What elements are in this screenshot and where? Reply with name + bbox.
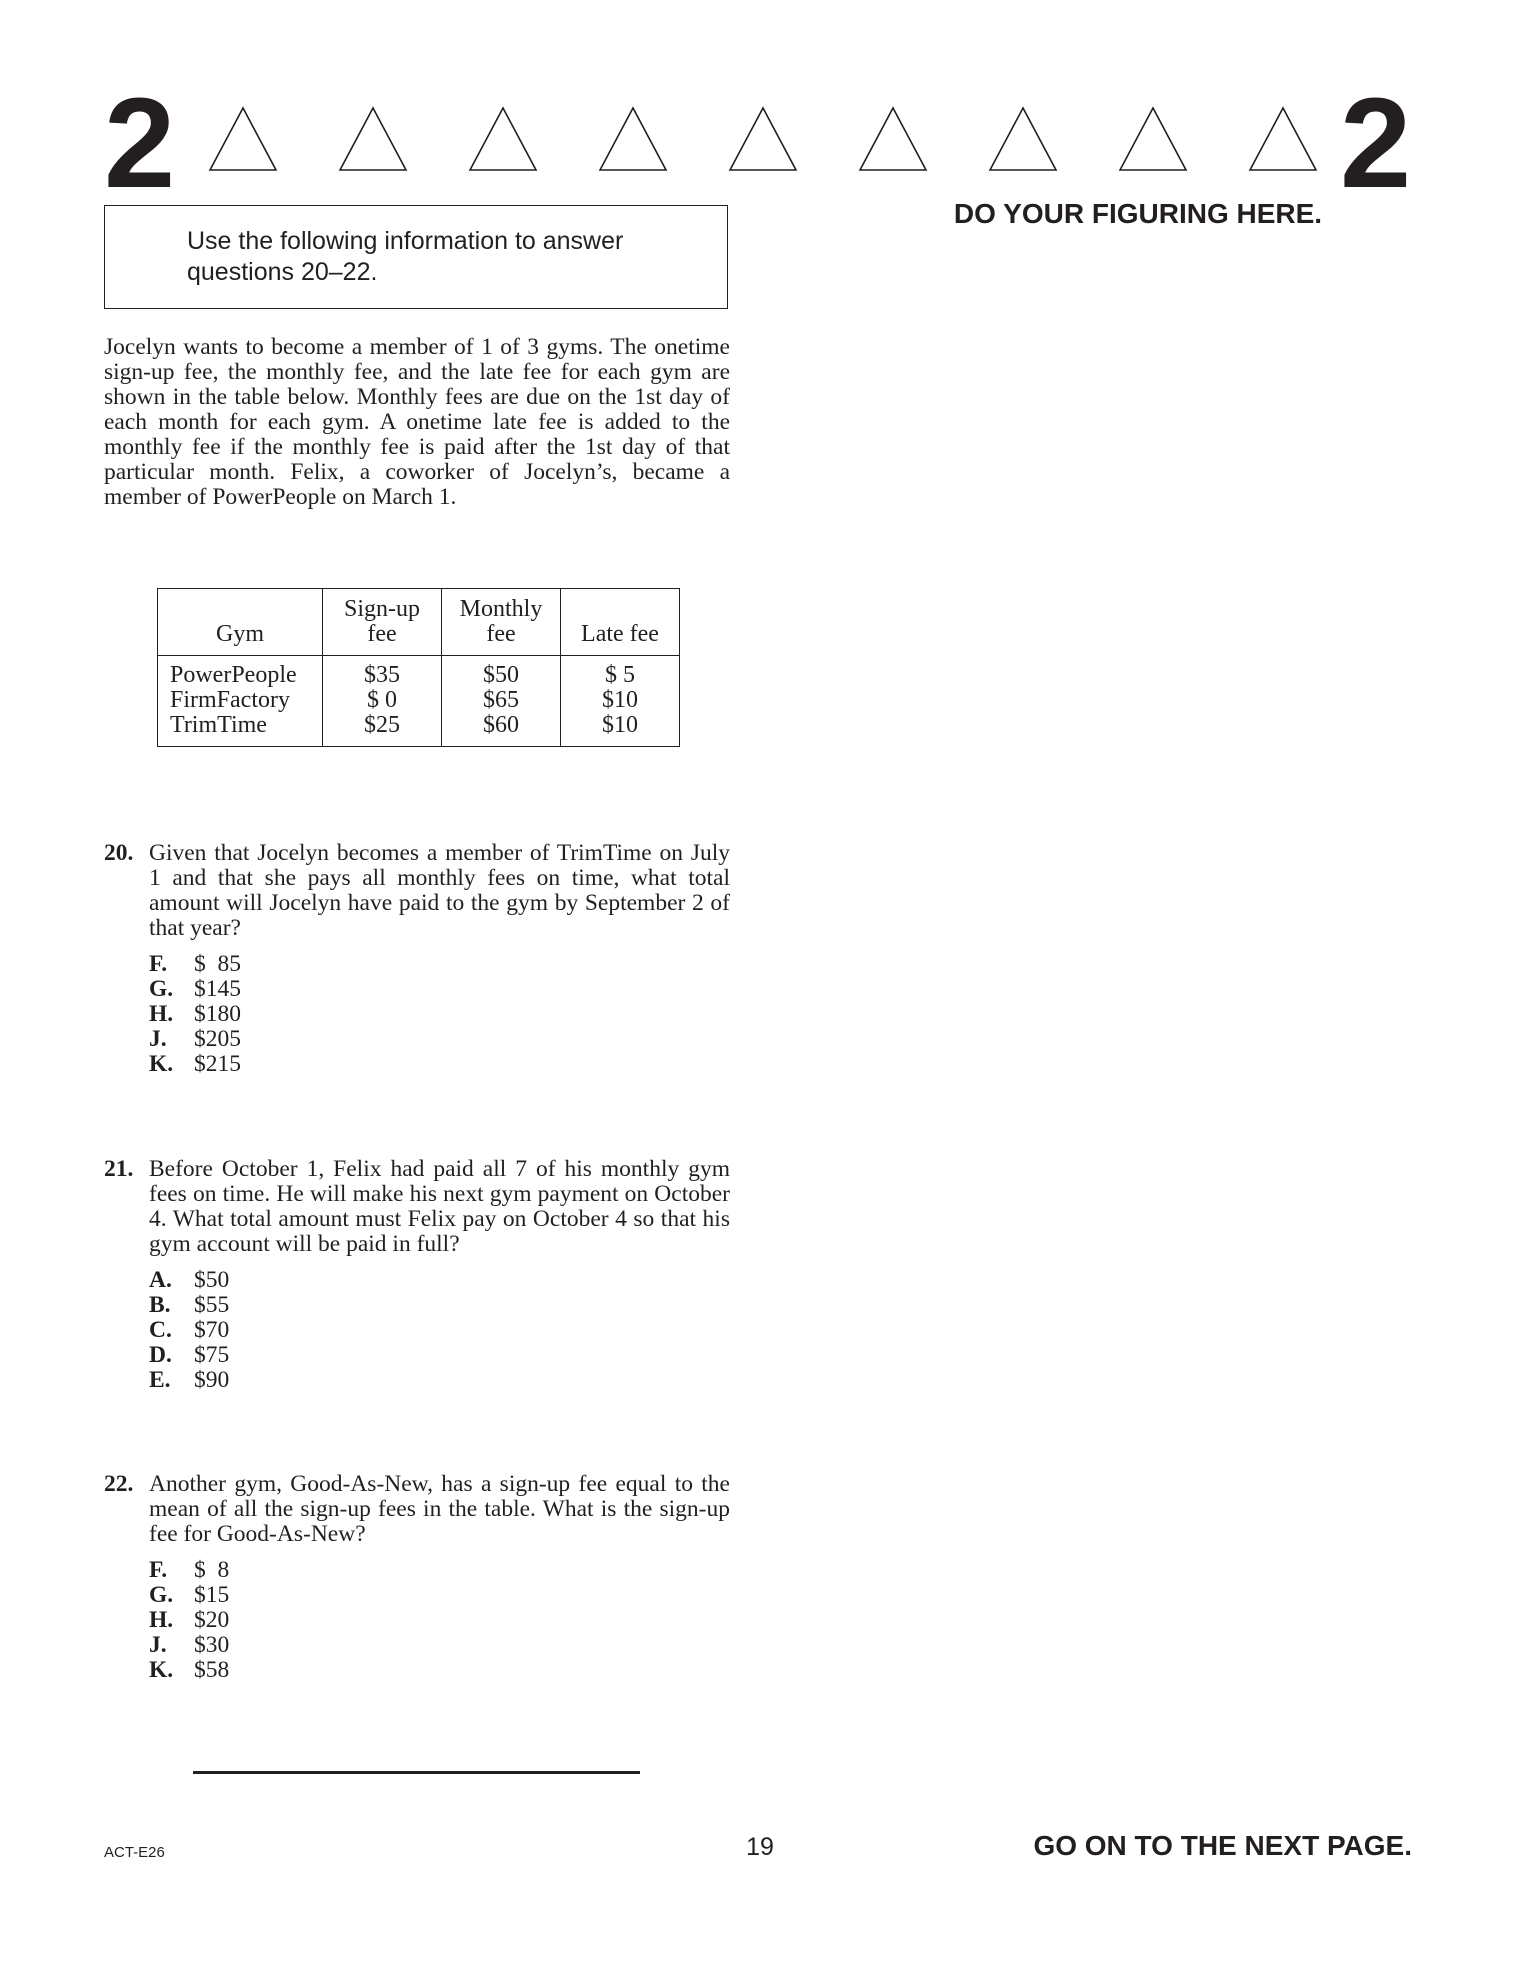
option-value: $58: [194, 1657, 230, 1683]
question-stem: Given that Jocelyn becomes a member of TrimTime on July 1 and that she pays all monthly fees on time, what total amount will Jocelyn have paid to the gym by September 2 of that year?: [149, 840, 730, 941]
gym-fee-table: [157, 588, 680, 747]
triangle-icon: [730, 108, 796, 170]
monthly-fee: $60: [483, 712, 519, 738]
answer-option[interactable]: [149, 1027, 730, 1052]
question-number: 21.: [104, 1156, 134, 1182]
form-code: ACT-E26: [104, 1844, 165, 1861]
answer-option[interactable]: [149, 1608, 730, 1633]
question-20: [104, 841, 730, 1077]
triangle-divider-row: [196, 104, 1336, 176]
monthly-fee: $50: [483, 662, 519, 688]
option-letter: K.: [149, 1051, 174, 1077]
answer-option[interactable]: [149, 1002, 730, 1027]
option-letter: C.: [149, 1317, 172, 1343]
option-value: $30: [194, 1632, 230, 1658]
answer-option[interactable]: [149, 1633, 730, 1658]
option-letter: J.: [149, 1632, 167, 1658]
monthly-fee: $65: [483, 687, 519, 713]
answer-option[interactable]: [149, 952, 730, 977]
triangle-icon: [1120, 108, 1186, 170]
option-letter: H.: [149, 1607, 174, 1633]
signup-fee: $ 0: [367, 687, 397, 713]
info-box-text: Use the following information to answer questions 20–22.: [187, 227, 624, 286]
option-value: $75: [194, 1342, 230, 1368]
option-letter: G.: [149, 1582, 174, 1608]
option-letter: E.: [149, 1367, 171, 1393]
option-value: $205: [194, 1026, 241, 1052]
signup-fee-column: [323, 656, 442, 747]
signup-fee: $35: [364, 662, 400, 688]
option-value: $ 85: [194, 951, 241, 977]
answer-option[interactable]: [149, 1558, 730, 1583]
answer-options: [149, 1558, 730, 1683]
option-value: $50: [194, 1267, 230, 1293]
question-number: 20.: [104, 840, 134, 866]
section-number-right: 2: [1340, 72, 1412, 215]
option-letter: F.: [149, 1557, 168, 1583]
option-value: $180: [194, 1001, 241, 1027]
option-value: $90: [194, 1367, 230, 1393]
gym-name: FirmFactory: [170, 687, 290, 713]
question-number: 22.: [104, 1471, 134, 1497]
section-number-left: 2: [104, 72, 176, 215]
option-letter: H.: [149, 1001, 174, 1027]
gym-name: PowerPeople: [170, 662, 297, 688]
question-22: [104, 1472, 730, 1683]
table-body-row: [158, 656, 680, 747]
option-letter: K.: [149, 1657, 174, 1683]
header-monthly-fee: Monthly fee: [442, 589, 561, 656]
passage-text: Jocelyn wants to become a member of 1 of 3 gyms. The onetime sign-up fee, the monthly fee, and the late fee for each gym are shown in the table below. Monthly fees are due on the 1st day of each month for each gym. A onetime late fee is added to the monthly fee if the monthly fee is paid after the 1st day of that particular month. Felix, a coworker of Jocelyn’s, became a member of PowerPeople on March 1.: [104, 334, 730, 510]
triangle-icon: [860, 108, 926, 170]
info-box: [104, 205, 728, 309]
signup-fee: $25: [364, 712, 400, 738]
option-letter: A.: [149, 1267, 172, 1293]
option-letter: G.: [149, 976, 174, 1002]
triangle-icon: [340, 108, 406, 170]
header-gym: Gym: [158, 589, 323, 656]
option-letter: B.: [149, 1292, 171, 1318]
question-21: [104, 1157, 730, 1393]
late-fee: $10: [602, 687, 638, 713]
gym-name-column: [158, 656, 323, 747]
late-fee: $ 5: [605, 662, 635, 688]
option-value: $145: [194, 976, 241, 1002]
question-stem: Another gym, Good-As-New, has a sign-up fee equal to the mean of all the sign-up fees in the table. What is the sign-up fee for Good-As-New?: [149, 1471, 730, 1547]
triangle-icon: [1250, 108, 1316, 170]
end-of-questions-rule: [193, 1771, 640, 1774]
option-letter: D.: [149, 1342, 172, 1368]
answer-option[interactable]: [149, 1268, 730, 1293]
monthly-fee-column: [442, 656, 561, 747]
gym-name: TrimTime: [170, 712, 267, 738]
triangle-icon: [470, 108, 536, 170]
answer-options: [149, 1268, 730, 1393]
option-value: $70: [194, 1317, 230, 1343]
option-letter: F.: [149, 951, 168, 977]
triangle-icon: [600, 108, 666, 170]
question-stem: Before October 1, Felix had paid all 7 of his monthly gym fees on time. He will make his next gym payment on October 4. What total amount must Felix pay on October 4 so that his gym account will be paid in full?: [149, 1156, 730, 1257]
answer-option[interactable]: [149, 1343, 730, 1368]
table-header-row: [158, 589, 680, 656]
option-value: $ 8: [194, 1557, 230, 1583]
late-fee-column: [561, 656, 680, 747]
answer-option[interactable]: [149, 1583, 730, 1608]
option-value: $20: [194, 1607, 230, 1633]
answer-option[interactable]: [149, 1293, 730, 1318]
option-value: $215: [194, 1051, 241, 1077]
header-signup-fee: Sign-up fee: [323, 589, 442, 656]
answer-option[interactable]: [149, 1658, 730, 1683]
answer-option[interactable]: [149, 1318, 730, 1343]
page-number: 19: [746, 1833, 774, 1861]
answer-option[interactable]: [149, 977, 730, 1002]
option-value: $55: [194, 1292, 230, 1318]
answer-option[interactable]: [149, 1368, 730, 1393]
option-letter: J.: [149, 1026, 167, 1052]
triangle-icon: [210, 108, 276, 170]
go-on-next-page-label: GO ON TO THE NEXT PAGE.: [1033, 1830, 1412, 1861]
triangle-icon: [990, 108, 1056, 170]
figuring-label: DO YOUR FIGURING HERE.: [953, 198, 1323, 229]
answer-option[interactable]: [149, 1052, 730, 1077]
option-value: $15: [194, 1582, 230, 1608]
answer-options: [149, 952, 730, 1077]
header-late-fee: Late fee: [561, 589, 680, 656]
late-fee: $10: [602, 712, 638, 738]
